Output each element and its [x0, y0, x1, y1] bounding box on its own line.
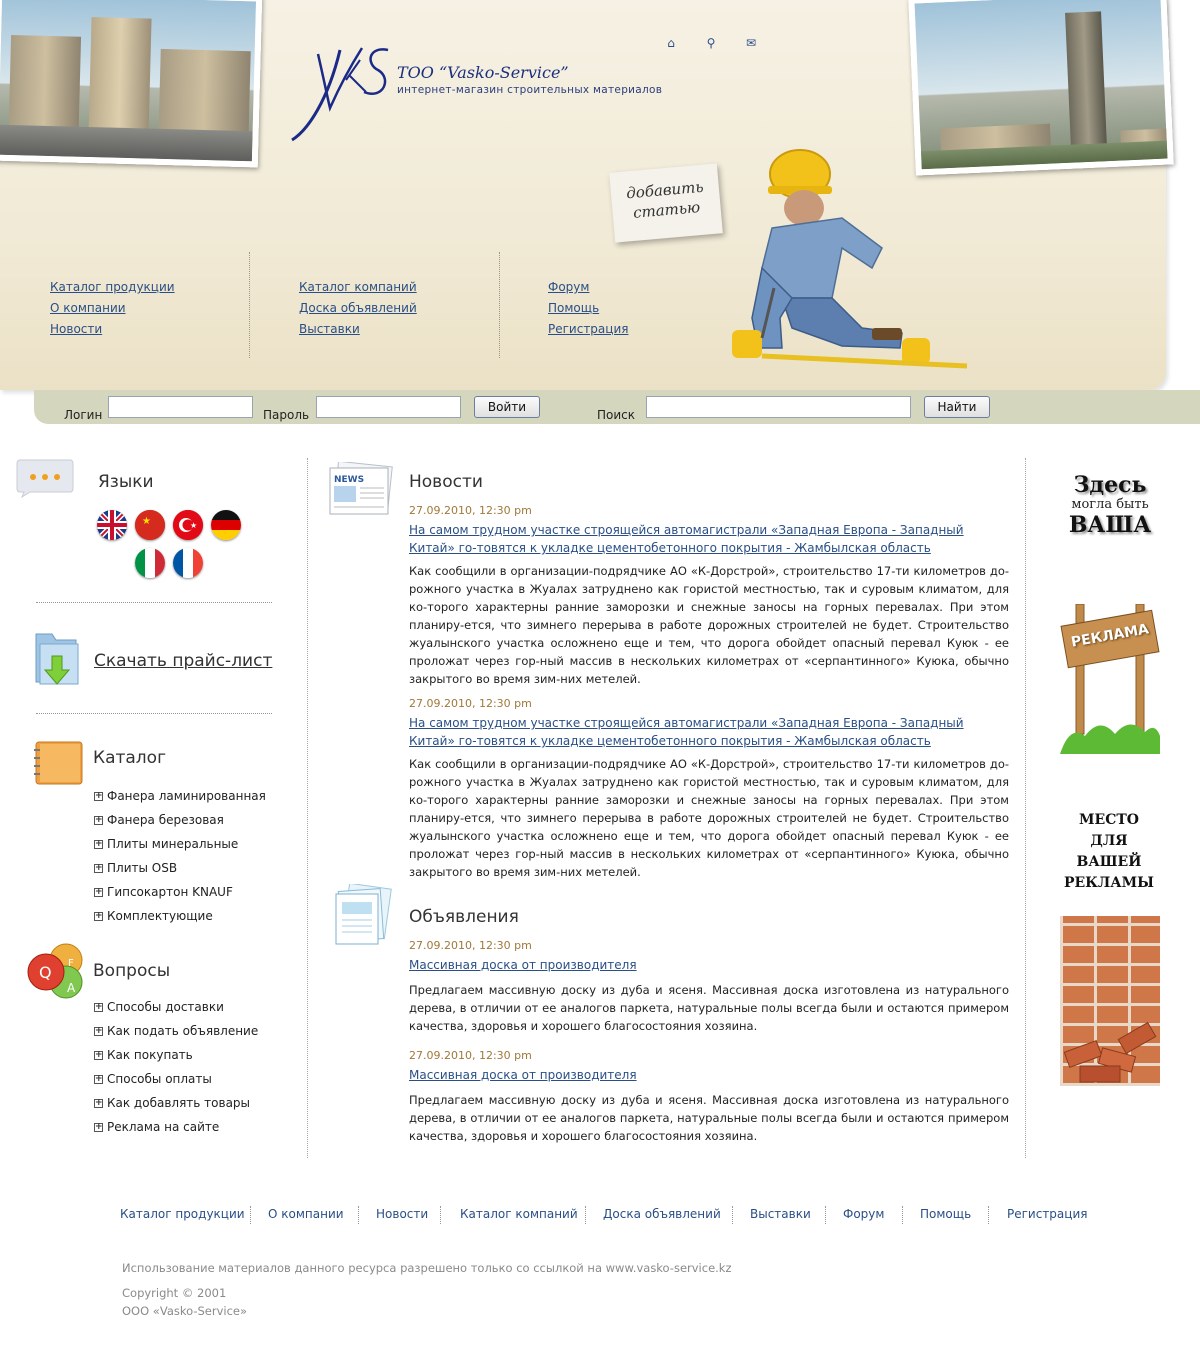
catalog-item[interactable]	[94, 837, 238, 851]
nav-column-2	[299, 280, 417, 337]
footer-nav-divider	[358, 1206, 359, 1224]
expand-plus-icon[interactable]: +	[95, 910, 103, 921]
company-title: ТОО “Vasko-Service”	[397, 63, 569, 82]
question-item-label: Реклама на сайте	[107, 1120, 220, 1134]
ad-banner-1-line2: могла быть	[1071, 497, 1149, 512]
divider	[36, 602, 272, 603]
svg-text:★: ★	[190, 521, 198, 530]
footer-nav-link[interactable]: Выставки	[750, 1207, 811, 1221]
catalog-item-label: Плиты минеральные	[107, 837, 239, 851]
add-article-line2: статью	[632, 198, 701, 222]
ad-banner-1-line3: ВАША	[1068, 512, 1152, 538]
svg-text:A: A	[67, 981, 76, 995]
nav-help[interactable]: Помощь	[548, 301, 600, 315]
flag-italy-icon[interactable]	[135, 548, 165, 578]
search-icon[interactable]: ⚲	[706, 36, 716, 50]
nav-divider	[499, 252, 500, 358]
login-label: Логин	[64, 408, 103, 422]
ad-banner-1[interactable]	[1058, 472, 1162, 538]
expand-plus-icon[interactable]: +	[95, 838, 103, 849]
footer-nav-divider	[988, 1206, 989, 1224]
question-item[interactable]	[94, 1096, 250, 1110]
footer-nav-divider	[902, 1206, 903, 1224]
password-input[interactable]	[316, 396, 461, 418]
expand-plus-icon[interactable]: +	[95, 1097, 103, 1108]
ad-banner-2-text: РЕКЛАМА	[1069, 621, 1151, 651]
password-label: Пароль	[263, 408, 310, 422]
footer-nav-link[interactable]: Помощь	[920, 1207, 972, 1221]
flag-china-icon[interactable]	[135, 510, 165, 540]
flag-germany-icon[interactable]	[211, 510, 241, 540]
footer-nav-divider	[250, 1206, 251, 1224]
nav-catalog-products[interactable]: Каталог продукции	[50, 280, 175, 294]
expand-plus-icon[interactable]: +	[95, 886, 103, 897]
catalog-item-label: Фанера березовая	[107, 813, 224, 827]
nav-catalog-companies[interactable]: Каталог компаний	[299, 280, 417, 294]
flag-turkey-icon[interactable]	[173, 510, 203, 540]
speech-bubble-icon	[16, 458, 74, 498]
nav-column-3	[548, 280, 628, 337]
catalog-book-icon	[30, 738, 86, 788]
divider	[36, 713, 272, 714]
nav-news[interactable]: Новости	[50, 322, 103, 336]
footer-nav-link[interactable]: Форум	[843, 1207, 885, 1221]
nav-divider	[249, 252, 250, 358]
header	[0, 0, 1200, 426]
question-item-label: Как добавлять товары	[107, 1096, 251, 1110]
news-body: Как сообщили в организации-подрядчике АО «К-Дорстрой», строительство 17-ти километров до-рожного участка в Жуалах затруднено как гористой местностью, так и суровым климатом, для ко-торого характерны ранние заморозки и снежные заносы на горных перевалах. При этом планиру-ется, что зимнего перерыва в работе дорожных строителей не будет. Строительство жуалынского участка осложнено еще и тем, что дорога обойдет опасный перевал Куюк - ее проложат через гор-ный массив в нескольких километрах от «серпантинного» Куюка, обычно закрытого во время зим-них метелей.	[409, 757, 1009, 879]
worker-illustration	[722, 148, 972, 380]
announcements-title: Объявления	[409, 907, 519, 927]
announcement-body: Предлагаем массивную доску из дуба и ясеня. Массивная доска изготовлена из натурального дерева, в отличии от ее аналогов паркета, натуральные полы всегда были и остаются примером качества, здоровья и хорошего благосостояния хозяина.	[409, 983, 1009, 1033]
expand-plus-icon[interactable]: +	[95, 1121, 103, 1132]
catalog-item[interactable]	[94, 885, 233, 899]
question-item-label: Как покупать	[107, 1048, 193, 1062]
footer-copyright: Copyright © 2001	[122, 1286, 227, 1300]
company-logo[interactable]	[288, 40, 398, 148]
search-button[interactable]: Найти	[924, 396, 990, 418]
catalog-item[interactable]	[94, 861, 177, 875]
catalog-item-label: Комплектующие	[107, 909, 213, 923]
svg-text:★: ★	[142, 516, 151, 527]
footer-nav-link[interactable]: Каталог продукции	[120, 1207, 245, 1221]
announcement-link[interactable]: Массивная доска от производителя	[409, 1068, 637, 1082]
catalog-item[interactable]	[94, 909, 213, 923]
footer-nav-link[interactable]: Доска объявлений	[603, 1207, 721, 1221]
search-label: Поиск	[597, 408, 636, 422]
catalog-item-label: Фанера ламинированная	[107, 789, 266, 803]
login-button[interactable]: Войти	[474, 396, 540, 418]
home-icon[interactable]: ⌂	[667, 36, 675, 50]
footer-company: ООО «Vasko-Service»	[122, 1304, 248, 1318]
expand-plus-icon[interactable]: +	[95, 1025, 103, 1036]
nav-about[interactable]: О компании	[50, 301, 126, 315]
announcement-link[interactable]: Массивная доска от производителя	[409, 958, 637, 972]
expand-plus-icon[interactable]: +	[95, 790, 103, 801]
footer-nav	[0, 1205, 1200, 1225]
question-item[interactable]	[94, 1048, 193, 1062]
question-item-label: Способы оплаты	[107, 1072, 212, 1086]
expand-plus-icon[interactable]: +	[95, 814, 103, 825]
expand-plus-icon[interactable]: +	[95, 1073, 103, 1084]
download-folder-icon[interactable]	[32, 626, 82, 692]
nav-register[interactable]: Регистрация	[548, 322, 629, 336]
nav-column-1	[50, 280, 175, 337]
question-item-label: Способы доставки	[107, 1000, 224, 1014]
nav-board[interactable]: Доска объявлений	[299, 301, 417, 315]
expand-plus-icon[interactable]: +	[95, 862, 103, 873]
flag-uk-icon[interactable]	[97, 510, 127, 540]
footer-nav-divider	[440, 1206, 441, 1224]
question-item[interactable]	[94, 1000, 224, 1014]
footer-nav-link[interactable]: Новости	[376, 1207, 429, 1221]
footer-nav-divider	[732, 1206, 733, 1224]
footer-nav-divider	[585, 1206, 586, 1224]
footer-notice: Использование материалов данного ресурса разрешено только со ссылкой на www.vasko-service.kz	[122, 1261, 732, 1275]
download-price-link[interactable]: Скачать прайс-лист	[94, 651, 273, 671]
news-title: Новости	[409, 472, 483, 492]
ad-banner-3[interactable]	[1056, 810, 1162, 894]
ad-banner-3-line1: МЕСТО	[1079, 812, 1139, 828]
announcement-body: Предлагаем массивную доску из дуба и ясеня. Массивная доска изготовлена из натурального дерева, в отличии от ее аналогов паркета, натуральные полы всегда были и остаются примером качества, здоровья и хорошего благосостояния хозяина.	[409, 1093, 1009, 1143]
company-subtitle: интернет-магазин строительных материалов	[397, 84, 663, 96]
header-photo-left	[0, 0, 262, 167]
announcement-date: 27.09.2010, 12:30 pm	[409, 1049, 532, 1062]
question-item[interactable]	[94, 1072, 212, 1086]
news-date: 27.09.2010, 12:30 pm	[409, 504, 532, 517]
languages-title: Языки	[98, 472, 154, 492]
question-item-label: Как подать объявление	[107, 1024, 259, 1038]
question-item[interactable]	[94, 1120, 219, 1134]
question-item[interactable]	[94, 1024, 258, 1038]
news-link[interactable]: На самом трудном участке строящейся автомагистрали «Западная Европа - Западный Китай» го-товятся к укладке цементобетонного покрытия - Жамбылская область	[409, 716, 964, 748]
nav-forum[interactable]: Форум	[548, 280, 590, 294]
nav-exhibitions[interactable]: Выставки	[299, 322, 360, 336]
svg-text:Q: Q	[39, 963, 52, 982]
news-date: 27.09.2010, 12:30 pm	[409, 697, 532, 710]
ad-banner-1-line1: Здесь	[1073, 472, 1147, 498]
expand-plus-icon[interactable]: +	[95, 1049, 103, 1060]
catalog-item[interactable]	[94, 789, 266, 803]
add-article-button[interactable]	[609, 163, 723, 242]
flag-france-icon[interactable]	[173, 548, 203, 578]
news-body: Как сообщили в организации-подрядчике АО «К-Дорстрой», строительство 17-ти километров до-рожного участка в Жуалах затруднено как гористой местностью, так и суровым климатом, для ко-торого характерны ранние заморозки и снежные заносы на горных перевалах. При этом планиру-ется, что зимнего перерыва в работе дорожных строителей не будет. Строительство жуалынского участка осложнено еще и тем, что дорога обойдет опасный перевал Куюк - ее проложат через гор-ный массив в нескольких километрах от «серпантинного» Куюка, обычно закрытого во время зим-них метелей.	[409, 564, 1009, 686]
footer-nav-divider	[825, 1206, 826, 1224]
catalog-item-label: Плиты OSB	[107, 861, 178, 875]
ad-banner-3-line3: ВАШЕЙ	[1076, 854, 1142, 870]
mail-icon[interactable]: ✉	[745, 36, 757, 50]
newspaper-icon	[328, 462, 394, 516]
top-icons	[664, 36, 758, 50]
footer-nav-link[interactable]: О компании	[268, 1207, 344, 1221]
qa-icon	[26, 942, 88, 1000]
news-link[interactable]: На самом трудном участке строящейся автомагистрали «Западная Европа - Западный Китай» го-товятся к укладке цементобетонного покрытия - Жамбылская область	[409, 523, 964, 555]
expand-plus-icon[interactable]: +	[95, 1001, 103, 1012]
footer-nav-link[interactable]: Каталог компаний	[460, 1207, 578, 1221]
ad-banner-2[interactable]	[1060, 604, 1160, 754]
announcement-date: 27.09.2010, 12:30 pm	[409, 939, 532, 952]
announcements-icon	[332, 884, 394, 948]
ad-banner-3-line2: ДЛЯ	[1090, 833, 1128, 849]
add-article-line1: добавить	[625, 177, 705, 203]
ad-banner-3-line4: РЕКЛАМЫ	[1063, 875, 1155, 891]
catalog-item[interactable]	[94, 813, 224, 827]
catalog-title: Каталог	[93, 748, 167, 768]
column-divider	[1025, 458, 1026, 1158]
questions-title: Вопросы	[93, 961, 171, 981]
login-input[interactable]	[108, 396, 253, 418]
search-input[interactable]	[646, 396, 911, 418]
catalog-item-label: Гипсокартон KNAUF	[107, 885, 233, 899]
brick-wall-image	[1060, 916, 1160, 1086]
svg-text:NEWS: NEWS	[334, 475, 365, 485]
svg-text:F: F	[68, 958, 74, 969]
footer-nav-link[interactable]: Регистрация	[1007, 1207, 1088, 1221]
column-divider	[307, 458, 308, 1158]
